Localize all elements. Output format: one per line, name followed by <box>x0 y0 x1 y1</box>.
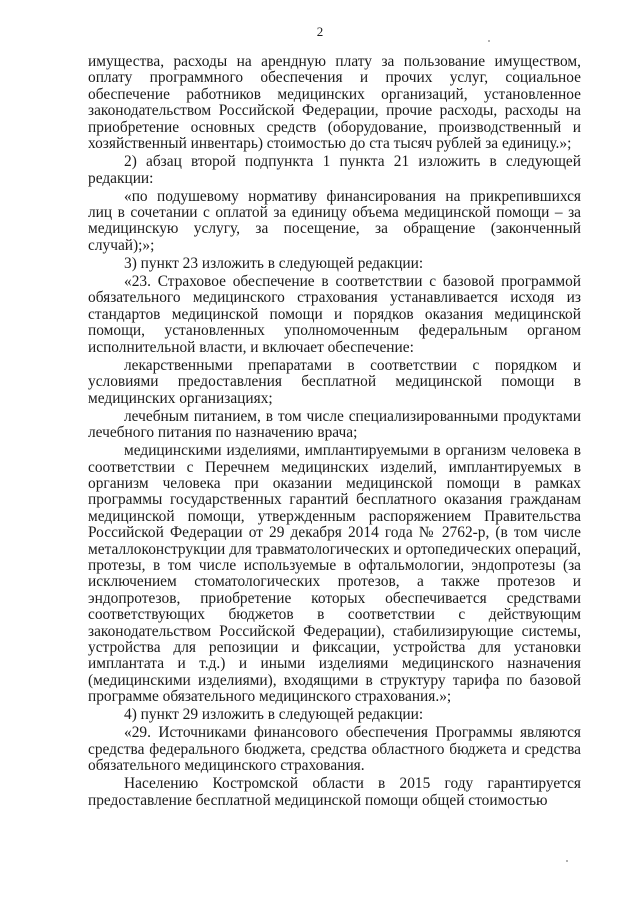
paragraph: имущества, расходы на арендную плату за пользование имуществом, оплату программного обеспечения и прочих услуг, социальное обеспечение работников медицинских организаций, установленное законодательством Российской Федерации, прочие расходы, расходы на приобретение основных средств (оборудование, производственный и хозяйственный инвентарь) стоимостью до ста тысяч рублей за единицу.»; <box>88 53 581 153</box>
scan-speck <box>488 40 490 42</box>
paragraph: «29. Источниками финансового обеспечения Программы являются средства федерального бюджета, средства областного бюджета и средства обязательного медицинского страхования. <box>88 724 581 775</box>
paragraph: 3) пункт 23 изложить в следующей редакции: <box>124 254 424 272</box>
paragraph: лечебным питанием, в том числе специализированными продуктами лечебного питания по назначению врача; <box>88 407 581 442</box>
paragraph: Населению Костромской области в 2015 году гарантируется предоставление бесплатной медицинской помощи общей стоимостью <box>88 775 581 809</box>
paragraph: «23. Страховое обеспечение в соответствии с базовой программой обязательного медицинского страхования устанавливается исходя из стандартов медицинской помощи и порядков оказания медицинской помощи, установленных уполномоченным федеральным органом исполнительной власти, и включает обеспечение: <box>88 273 581 356</box>
page-number: 2 <box>316 24 324 39</box>
body-text <box>88 54 581 811</box>
paragraph: медицинскими изделиями, имплантируемыми в организм человека в соответствии с Перечнем медицинских изделий, имплантируемых в организм человека при оказании медицинской помощи в рамках программы государственных гарантий бесплатного оказания гражданам медицинской помощи, утвержденным распоряжением Правительства Российской Федерации от 29 декабря 2014 года № 2762-р, (в том числе металлоконструкции для травматологических и ортопедических операций, протезы, в том числе используемые в офтальмологии, эндопротезы (за исключением стоматологических протезов, а также протезов и эндопротезов, приобретение которых обеспечивается средствами соответствующих бюджетов в соответствии с действующим законодательством Российской Федерации), стабилизирующие системы, устройства для репозиции и фиксации, устройства для установки имплантата и т.д.) и иными изделиями медицинского назначения (медицинскими изделиями), входящими в структуру тарифа по базовой программе обязательного медицинского страхования.»; <box>88 442 581 706</box>
paragraph: 4) пункт 29 изложить в следующей редакции: <box>124 706 424 724</box>
paragraph: 2) абзац второй подпункта 1 пункта 21 изложить в следующей редакции: <box>88 153 581 187</box>
paragraph: «по подушевому нормативу финансирования на прикрепившихся лиц в сочетании с оплатой за единицу объема медицинской помощи – за медицинскую услугу, за посещение, за обращение (законченный случай);»; <box>88 187 581 254</box>
paragraph: лекарственными препаратами в соответствии с порядком и условиями предоставления бесплатной медицинской помощи в медицинских организациях; <box>88 356 581 407</box>
scan-speck <box>566 860 568 862</box>
